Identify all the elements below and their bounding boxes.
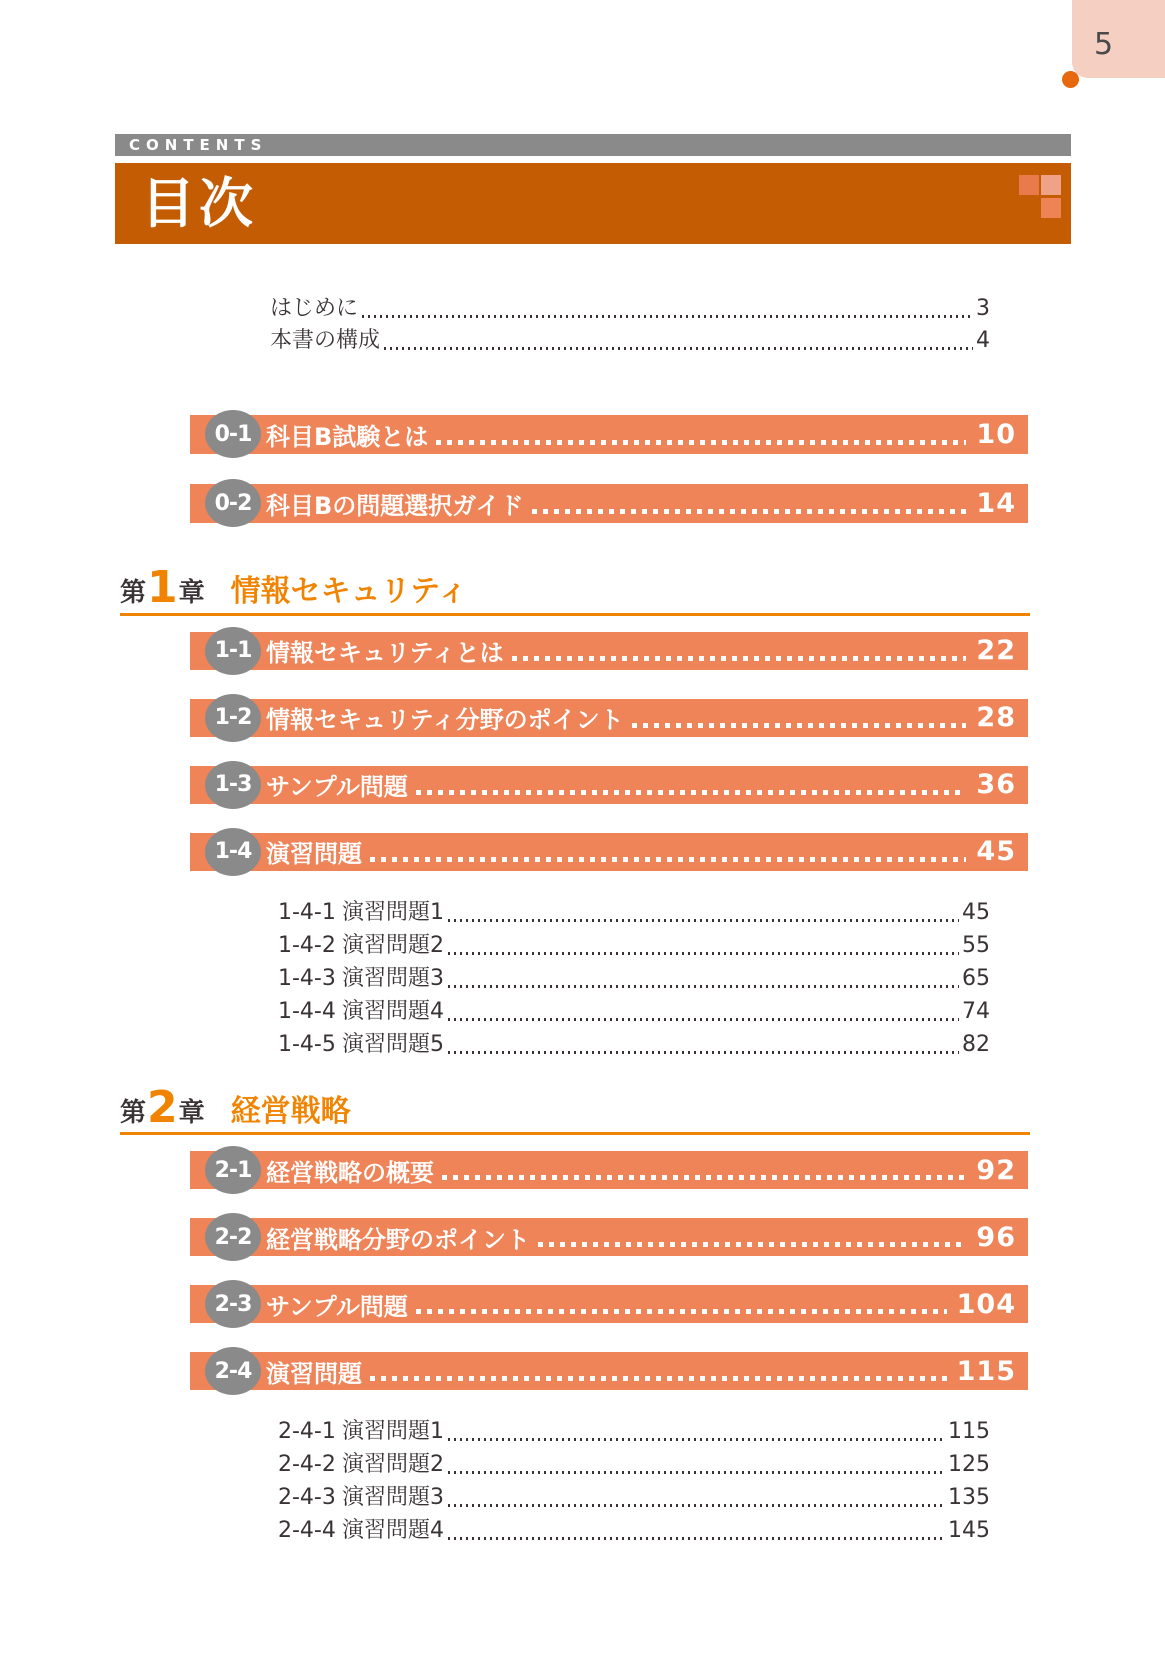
leader-dots: [436, 440, 966, 445]
leader-dots: [416, 790, 967, 795]
section-bar: [190, 1285, 1028, 1323]
subsection-title: 演習問題5: [342, 1031, 444, 1057]
page-title: 目次: [141, 172, 257, 235]
subsection-page: 65: [962, 965, 990, 991]
leader-dots: [370, 1376, 947, 1381]
page-number: 5: [1094, 27, 1114, 62]
contents-eyebrow-bar: [115, 134, 1071, 156]
section-page: 96: [976, 1221, 1016, 1253]
subsection-title: 演習問題2: [342, 932, 444, 958]
section-page: 115: [956, 1355, 1016, 1387]
subsection-page: 45: [962, 899, 990, 925]
subsection-title: 演習問題4: [342, 998, 444, 1024]
leader-dots: [448, 1438, 945, 1441]
section-bar: [190, 484, 1028, 523]
leader-dots: [448, 1504, 945, 1507]
chapter-title: 情報セキュリティ: [230, 574, 468, 610]
section-title: サンプル問題: [266, 773, 408, 802]
leader-dots: [448, 985, 959, 988]
corner-dot-icon: [1062, 71, 1079, 88]
leader-dots: [538, 1242, 966, 1247]
section-bar: [190, 632, 1028, 670]
section-page: 104: [956, 1288, 1016, 1320]
chapter-heading: [120, 1081, 1030, 1136]
chapter-block: [0, 1081, 1165, 1548]
leader-dots: [416, 1309, 947, 1314]
subsection-list: [278, 1415, 990, 1547]
section-number-badge: 0-2: [205, 479, 261, 527]
section-page: 28: [976, 702, 1016, 734]
section-page: 45: [976, 836, 1016, 868]
section-title: 情報セキュリティとは: [266, 639, 504, 668]
section-number-badge: 2-4: [205, 1347, 261, 1395]
section-bar: [190, 1151, 1028, 1189]
section-page: 36: [976, 769, 1016, 801]
section-page: 14: [976, 488, 1016, 519]
banner-square-icon: [1019, 175, 1039, 195]
subsection-title: 演習問題1: [342, 1419, 444, 1445]
subsection-id: 1-4-4: [278, 998, 336, 1024]
subsection-id: 1-4-5: [278, 1031, 336, 1057]
front-matter-row: [270, 293, 990, 325]
leader-dots: [448, 1051, 959, 1054]
chapter-suffix: 章: [178, 578, 205, 608]
section-bar: [190, 1352, 1028, 1390]
section-number-badge: 1-1: [205, 627, 261, 675]
subsection-id: 2-4-4: [278, 1518, 336, 1544]
section-bar: [190, 699, 1028, 737]
section-title: 情報セキュリティ分野のポイント: [266, 706, 624, 735]
chapter-block: [0, 562, 1165, 1061]
subsection-page: 145: [948, 1518, 990, 1544]
intro-section-list: [190, 415, 1028, 523]
section-page: 92: [976, 1154, 1016, 1186]
front-matter-page: 3: [976, 296, 990, 321]
section-number-badge: 0-1: [205, 410, 261, 458]
subsection-id: 2-4-1: [278, 1419, 336, 1445]
front-matter-list: [270, 293, 990, 357]
leader-dots: [512, 656, 967, 661]
subsection-row: [278, 1481, 990, 1514]
contents-eyebrow-label: CONTENTS: [129, 136, 268, 154]
section-bar: [190, 415, 1028, 454]
leader-dots: [448, 952, 959, 955]
page-number-tab: [1072, 0, 1165, 78]
section-number-badge: 1-2: [205, 694, 261, 742]
leader-dots: [442, 1175, 966, 1180]
leader-dots: [370, 857, 966, 862]
subsection-id: 1-4-3: [278, 965, 336, 991]
subsection-row: [278, 1514, 990, 1547]
leader-dots: [448, 1018, 959, 1021]
subsection-id: 1-4-1: [278, 899, 336, 925]
section-title: 経営戦略分野のポイント: [266, 1225, 530, 1254]
banner-square-icon: [1041, 198, 1061, 218]
subsection-page: 55: [962, 932, 990, 958]
section-number-badge: 1-4: [205, 828, 261, 876]
subsection-id: 2-4-2: [278, 1452, 336, 1478]
subsection-page: 74: [962, 998, 990, 1024]
section-title: 科目Bの問題選択ガイド: [266, 492, 524, 520]
title-banner: [115, 163, 1071, 244]
section-page: 10: [976, 419, 1016, 450]
subsection-title: 演習問題1: [342, 899, 444, 925]
front-matter-title: はじめに: [270, 296, 359, 321]
section-title: 演習問題: [266, 840, 362, 869]
subsection-row: [278, 1415, 990, 1448]
chapter-heading: [120, 562, 1030, 616]
chapter-title: 経営戦略: [230, 1093, 351, 1129]
subsection-list: [278, 896, 990, 1061]
chapter-prefix: 第: [120, 578, 147, 608]
section-page: 22: [976, 635, 1016, 667]
subsection-row: [278, 896, 990, 929]
front-matter-row: [270, 325, 990, 357]
subsection-page: 115: [948, 1419, 990, 1445]
subsection-row: [278, 995, 990, 1028]
subsection-id: 2-4-3: [278, 1485, 336, 1511]
subsection-page: 135: [948, 1485, 990, 1511]
section-bar: [190, 766, 1028, 804]
leader-dots: [448, 1471, 945, 1474]
section-number-badge: 2-2: [205, 1213, 261, 1261]
subsection-id: 1-4-2: [278, 932, 336, 958]
subsection-title: 演習問題2: [342, 1452, 444, 1478]
section-number-badge: 2-1: [205, 1146, 261, 1194]
section-bar: [190, 833, 1028, 871]
subsection-row: [278, 962, 990, 995]
leader-dots: [448, 919, 959, 922]
section-number-badge: 2-3: [205, 1280, 261, 1328]
section-bar: [190, 1218, 1028, 1256]
leader-dots: [632, 723, 967, 728]
subsection-row: [278, 1448, 990, 1481]
chapter-suffix: 章: [178, 1097, 205, 1128]
leader-dots: [532, 509, 967, 514]
subsection-page: 125: [948, 1452, 990, 1478]
subsection-row: [278, 1028, 990, 1061]
banner-square-icon: [1041, 175, 1061, 195]
front-matter-title: 本書の構成: [270, 328, 381, 353]
subsection-title: 演習問題3: [342, 1485, 444, 1511]
chapter-number: 2: [147, 1081, 178, 1133]
section-title: 演習問題: [266, 1359, 362, 1388]
section-title: サンプル問題: [266, 1292, 408, 1321]
section-title: 経営戦略の概要: [266, 1158, 434, 1187]
section-title: 科目B試験とは: [266, 423, 429, 451]
leader-dots: [362, 315, 973, 318]
section-number-badge: 1-3: [205, 761, 261, 809]
subsection-title: 演習問題4: [342, 1518, 444, 1544]
subsection-title: 演習問題3: [342, 965, 444, 991]
chapter-prefix: 第: [120, 1097, 147, 1128]
chapter-number: 1: [147, 562, 178, 613]
subsection-page: 82: [962, 1031, 990, 1057]
front-matter-page: 4: [976, 328, 990, 353]
leader-dots: [384, 347, 973, 350]
subsection-row: [278, 929, 990, 962]
leader-dots: [448, 1537, 945, 1540]
